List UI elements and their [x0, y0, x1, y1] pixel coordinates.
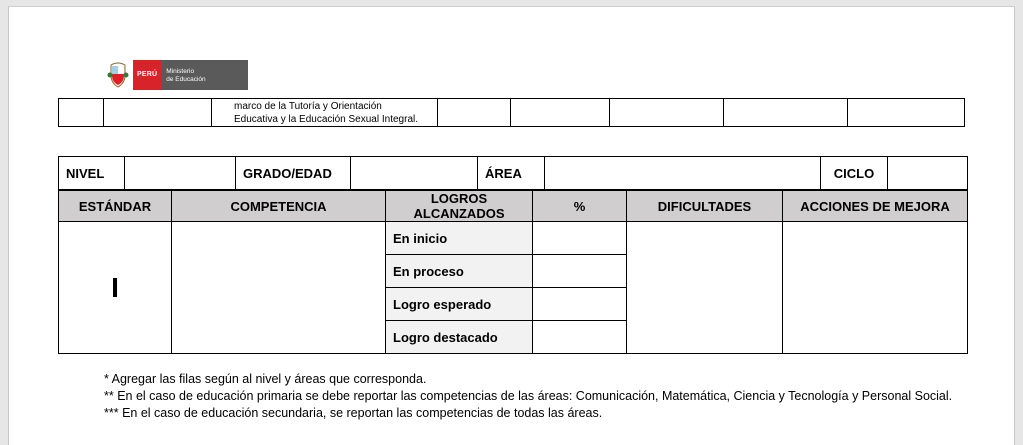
- table-row: [59, 99, 965, 127]
- previous-table-fragment: [58, 98, 965, 127]
- footnote-1: * Agregar las filas según al nivel y áreas que corresponda.: [104, 372, 427, 386]
- grado-label: GRADO/EDAD: [236, 157, 351, 190]
- logro-esperado: Logro esperado: [386, 288, 533, 321]
- column-header-logros: LOGROS ALCANZADOS: [386, 191, 533, 222]
- competencia-cell[interactable]: [172, 222, 386, 354]
- coat-of-arms-icon: [107, 61, 129, 89]
- ciclo-label: CICLO: [821, 157, 888, 190]
- table-cell[interactable]: [59, 99, 104, 127]
- porcentaje-cell[interactable]: [533, 321, 627, 354]
- peru-label: PERÚ: [133, 60, 161, 90]
- table-cell[interactable]: [724, 99, 848, 127]
- area-label: ÁREA: [478, 157, 545, 190]
- porcentaje-cell[interactable]: [533, 255, 627, 288]
- column-header-estandar: ESTÁNDAR: [59, 191, 172, 222]
- logro-destacado: Logro destacado: [386, 321, 533, 354]
- logro-en-inicio: En inicio: [386, 222, 533, 255]
- table-row: [59, 157, 968, 190]
- estandar-cell[interactable]: I: [59, 222, 172, 354]
- footnote-3: *** En el caso de educación secundaria, se reportan las competencias de todas las áreas.: [104, 406, 603, 420]
- acciones-cell[interactable]: [783, 222, 968, 354]
- table-cell[interactable]: [104, 99, 212, 127]
- table-cell[interactable]: [438, 99, 511, 127]
- table-cell[interactable]: [848, 99, 965, 127]
- info-header-table: [58, 156, 968, 190]
- area-field[interactable]: [545, 157, 821, 190]
- cell-text-line-1: marco de la Tutoría y Orientación: [234, 101, 382, 112]
- document-page: [8, 6, 1015, 445]
- table-cell-text[interactable]: [212, 99, 438, 127]
- table-cell[interactable]: [511, 99, 610, 127]
- table-cell[interactable]: [610, 99, 724, 127]
- footnote-2: ** En el caso de educación primaria se debe reportar las competencias de las áreas: Comunicación, Matemática, Ciencia y Tecnología y Personal Social.: [104, 389, 953, 403]
- ministry-line-2: de Educación: [166, 76, 206, 83]
- grado-field[interactable]: [351, 157, 478, 190]
- results-table: [58, 190, 968, 354]
- nivel-label: NIVEL: [59, 157, 125, 190]
- column-header-porcentaje: %: [533, 191, 627, 222]
- column-header-competencia: COMPETENCIA: [172, 191, 386, 222]
- ministry-line-1: Ministerio: [166, 68, 195, 75]
- table-row: [59, 222, 968, 255]
- cell-text-line-2: Educativa y la Educación Sexual Integral.: [234, 114, 418, 125]
- ciclo-field[interactable]: [888, 157, 968, 190]
- ministry-label: [161, 60, 248, 90]
- minedu-logo: [107, 60, 248, 90]
- footnotes: [104, 371, 964, 422]
- dificultades-cell[interactable]: [627, 222, 783, 354]
- porcentaje-cell[interactable]: [533, 222, 627, 255]
- table-header-row: [59, 191, 968, 222]
- logro-en-proceso: En proceso: [386, 255, 533, 288]
- nivel-field[interactable]: [125, 157, 236, 190]
- column-header-acciones: ACCIONES DE MEJORA: [783, 191, 968, 222]
- column-header-dificultades: DIFICULTADES: [627, 191, 783, 222]
- porcentaje-cell[interactable]: [533, 288, 627, 321]
